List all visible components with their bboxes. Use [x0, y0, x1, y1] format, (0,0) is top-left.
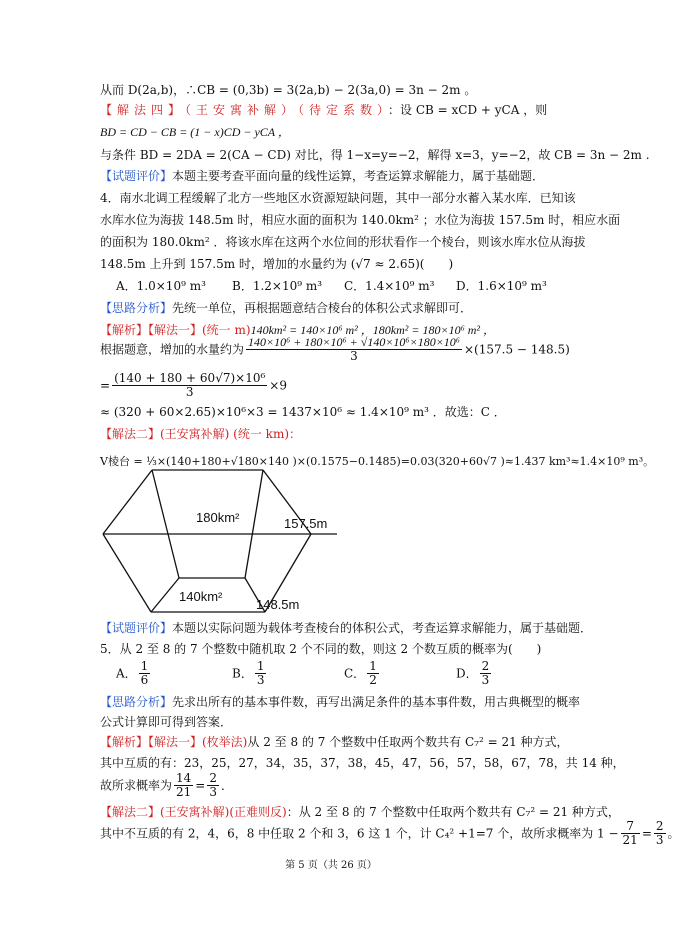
label-bottom-level: 148.5m	[256, 597, 300, 612]
q5-method2-label: 【解法二】(王安寓补解)(正难则反)	[100, 805, 287, 819]
method4-label: 【解法四】（王安寓补解）（待定系数）	[100, 103, 389, 117]
q4-volume-result: ≈ (320 + 60×2.65)×10⁶×3 = 1437×10⁶ ≈ 1.4×10⁹ m³ ．故选：C ．	[100, 405, 506, 419]
line-compare: 与条件 BD = 2DA = 2(CA − CD) 对比，得 1−x=y=−2，解得 x=3，y=−2，故 CB = 3n − 2m .	[100, 148, 650, 162]
q4-method1-label: 【解析】【解法一】(统一 m)	[100, 323, 251, 337]
q5-option-a: A． $\frac{1}{6}$	[116, 659, 149, 687]
q4-method2-label: 【解法二】(王安寓补解) (统一 km)：	[100, 427, 302, 441]
q5-prob-line: 故所求概率为 $\frac{14}{21}$ = $\frac{2}{3}$ ．	[100, 771, 234, 799]
q4-step2-numerator: (140 + 180 + 60√7)×10⁶	[114, 371, 266, 385]
frustum-top-left-edge	[103, 470, 152, 534]
q5-option-b: B． $\frac{1}{3}$	[232, 659, 265, 687]
q4-volume-tail: ×(157.5 − 148.5)	[463, 342, 570, 357]
q4-option-c: C．1.4×10⁹ m³	[344, 279, 435, 293]
q4-line1: 4．南水北调工程缓解了北方一些地区水资源短缺问题，其中一部分水蓄入某水库．已知该	[100, 191, 576, 205]
q4-option-d: D．1.6×10⁹ m³	[456, 279, 547, 293]
q5-method2	[100, 804, 620, 820]
q4-line2: 水库水位为海拔 148.5m 时，相应水面的面积为 140.0km² ；水位为海拔 157.5m 时，相应水面	[100, 213, 621, 227]
q5-stem: 5．从 2 至 8 的 7 个整数中随机取 2 个不同的数，则这 2 个数互质的概率为( )	[100, 642, 542, 656]
method4-text: ：设 CB = xCD + yCA ，则	[388, 103, 548, 117]
q4-thinking-label: 【思路分析】	[100, 301, 173, 315]
frustum-back-right-lateral-edge	[245, 470, 263, 578]
q4-option-b: B．1.2×10⁹ m³	[232, 279, 323, 293]
q5-coprime-list: 其中互质的有：23，25，27，34，35，37，38，45，47，56，57，58，67，78，共 14 种，	[100, 756, 625, 770]
q4-line3: 的面积为 180.0km² ．将该水库在这两个水位间的形状看作一个棱台，则该水库水位从海拔	[100, 235, 586, 249]
q4-step2-denominator: 3	[185, 385, 194, 399]
q4-eval-text: 本题以实际问题为载体考查棱台的体积公式，考查运算求解能力，属于基础题．	[172, 621, 593, 635]
q4-method1-units: 140km² = 140×10⁶ m² ，180km² = 180×10⁶ m² ，	[250, 323, 496, 337]
q5-method1-text: 从 2 至 8 的 7 个整数中任取两个数共有 C₇² = 21 种方式，	[247, 735, 569, 749]
label-top-level: 157.5m	[284, 516, 328, 531]
label-top-area: 180km²	[196, 510, 240, 525]
q5-method2-text: ：从 2 至 8 的 7 个整数中任取两个数共有 C₇² = 21 种方式，	[286, 805, 620, 819]
q4-line4: 148.5m 上升到 157.5m 时，增加的水量约为 (√7 ≈ 2.65)( )	[100, 257, 454, 271]
q5-thinking-line1	[100, 694, 580, 710]
q4-option-a: A．1.0×10⁹ m³	[116, 279, 206, 293]
q4-method2-formula: V棱台 = ⅓×(140+180+√180×140 )×(0.1575−0.1485)=0.03(320+60√7 )≈1.437 km³≈1.4×10⁹ m³。	[100, 455, 655, 468]
q5-method1	[100, 734, 569, 750]
eval3-label: 【试题评价】	[100, 169, 173, 183]
q5-thinking-line2: 公式计算即可得到答案．	[100, 715, 233, 729]
label-bottom-area: 140km²	[179, 589, 223, 604]
q5-complement-line: 其中不互质的有 2，4，6，8 中任取 2 个和 3，6 这 1 个，计 C₄² +1=7 个，故所求概率为 1 − $\frac{7}{21}$ = $\frac{2}{3}$ 。	[100, 819, 680, 847]
frustum-left-lateral-edge	[103, 534, 151, 612]
q5-thinking-text: 先求出所有的基本事件数，再写出满足条件的基本事件数，用古典概型的概率	[172, 695, 581, 709]
eval3-text: 本题主要考查平面向量的线性运算，考查运算求解能力，属于基础题．	[172, 169, 545, 183]
q5-option-d: D． $\frac{2}{3}$	[456, 659, 490, 687]
q4-evaluation	[100, 620, 592, 636]
frustum-bottom-left-edge	[151, 578, 179, 612]
line-bd-expr: BD = CD − CB = (1 − x)CD − yCA ，	[100, 125, 290, 139]
page-footer: 第 5 页（共 26 页）	[285, 860, 377, 871]
q4-volume-denominator: 3	[350, 349, 358, 363]
q4-volume-intro: 根据题意，增加的水量约为	[100, 342, 245, 357]
q4-eval-label: 【试题评价】	[100, 621, 173, 635]
q4-volume-step2: = $\frac{\text{(140 + 180 + 60√7)×10⁶}}{3}$ ×9	[100, 371, 287, 399]
q5-option-c: C． $\frac{1}{2}$	[344, 659, 377, 687]
q4-volume-numerator: 140×10⁶ + 180×10⁶ + √140×10⁶×180×10⁶	[248, 335, 460, 349]
q4-step2-tail: ×9	[269, 378, 287, 393]
frustum-back-left-lateral-edge	[152, 470, 179, 578]
q5-thinking-label: 【思路分析】	[100, 695, 173, 709]
line-solution3-end: 从而 D(2a,b)，∴CB = (0,3b) = 3(2a,b) − 2(3a,0) = 3n − 2m 。	[100, 83, 477, 97]
q4-thinking-text: 先统一单位，再根据题意结合棱台的体积公式求解即可．	[172, 301, 473, 315]
q5-method1-label: 【解析】【解法一】(枚举法)	[100, 735, 248, 749]
